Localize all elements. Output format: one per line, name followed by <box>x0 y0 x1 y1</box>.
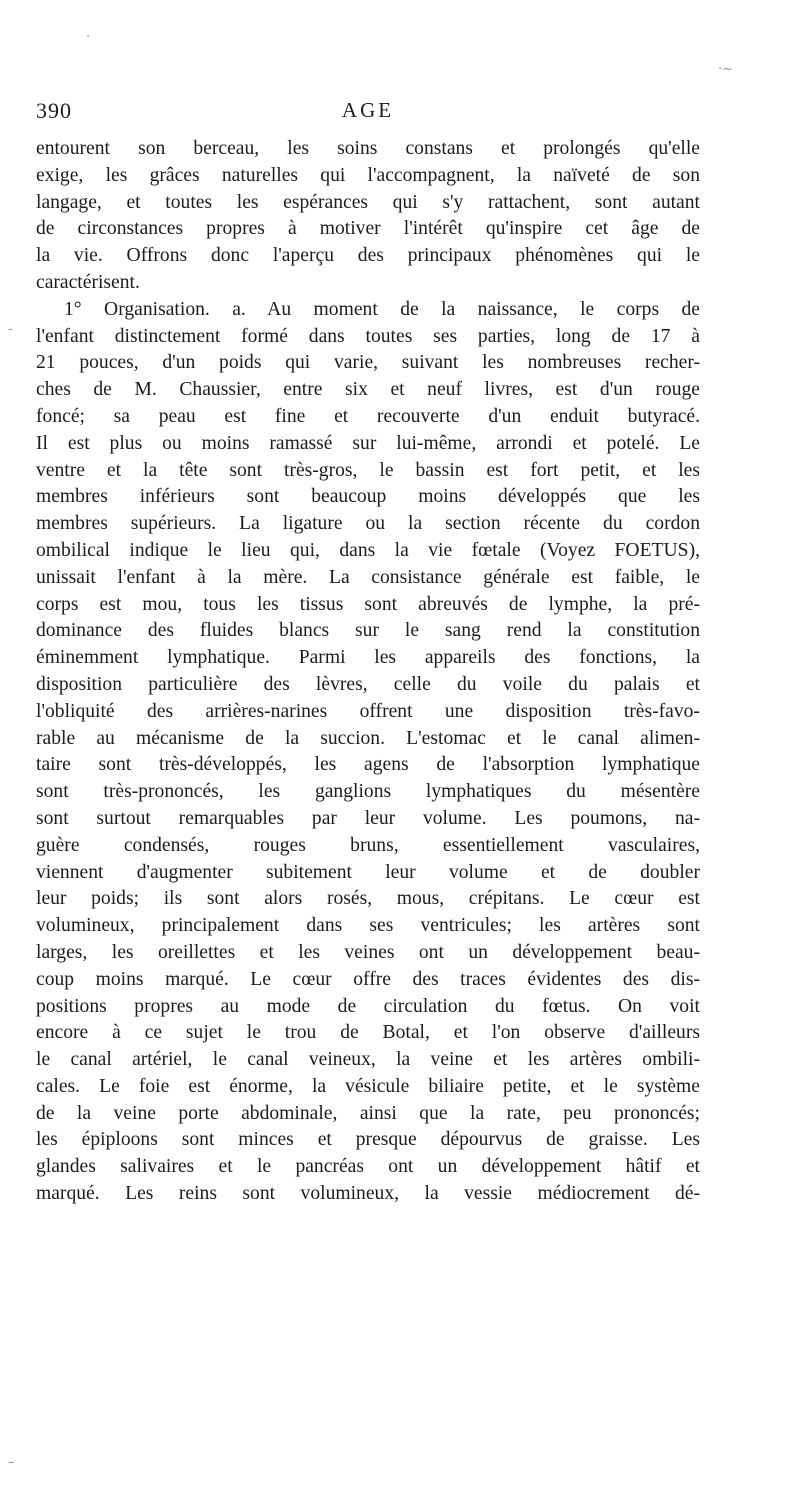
text-line: Il est plus ou moins ramassé sur lui-même, arrondi et potelé. Le <box>36 432 700 454</box>
text-line: cales. Le foie est énorme, la vésicule biliaire petite, et le système <box>36 1075 700 1097</box>
text-line: rable au mécanisme de la succion. L'estomac et le canal alimen- <box>36 727 700 749</box>
text-line: l'obliquité des arrières-narines offrent une disposition très-favo- <box>36 700 700 722</box>
text-line: 21 pouces, d'un poids qui varie, suivant les nombreuses recher- <box>36 352 700 374</box>
text-line: leur poids; ils sont alors rosés, mous, crépitans. Le cœur est <box>36 888 700 910</box>
speck-mark: ·~ <box>718 62 734 77</box>
text-line: membres supérieurs. La ligature ou la section récente du cordon <box>36 513 700 535</box>
text-line: la vie. Offrons donc l'aperçu des principaux phénomènes qui le <box>36 245 700 267</box>
text-line: dominance des fluides blancs sur le sang rend la constitution <box>36 620 700 642</box>
text-line: taire sont très-développés, les agens de l'absorption lymphatique <box>36 754 700 776</box>
text-line <box>36 1208 700 1235</box>
text-line: ombilical indique le lieu qui, dans la vie fœtale (Voyez FOETUS), <box>36 539 700 561</box>
text-line: viennent d'augmenter subitement leur volume et de doubler <box>36 861 700 883</box>
body-text <box>36 136 700 1235</box>
text-line: larges, les oreillettes et les veines ont un développement beau- <box>36 941 700 963</box>
text-line: sont surtout remarquables par leur volume. Les poumons, na- <box>36 807 700 829</box>
text-line: disposition particulière des lèvres, celle du voile du palais et <box>36 673 700 695</box>
text-line: unissait l'enfant à la mère. La consistance générale est faible, le <box>36 566 700 588</box>
text-line: langage, et toutes les espérances qui s'y rattachent, sont autant <box>36 191 700 213</box>
speck-mark: - <box>8 322 13 337</box>
text-line: les épiploons sont minces et presque dépourvus de graisse. Les <box>36 1129 700 1151</box>
text-line: corps est mou, tous les tissus sont abreuvés de lymphe, la pré- <box>36 593 700 615</box>
running-head: AGE <box>341 98 395 122</box>
text-line: coup moins marqué. Le cœur offre des traces évidentes des dis- <box>36 968 700 990</box>
text-line: foncé; sa peau est fine et recouverte d'un enduit butyracé. <box>36 405 700 427</box>
text-line: encore à ce sujet le trou de Botal, et l'on observe d'ailleurs <box>36 1022 700 1044</box>
speck-mark: – <box>8 1455 15 1470</box>
text-line: entourent son berceau, les soins constans et prolongés qu'elle <box>36 138 700 159</box>
page-header <box>36 98 700 132</box>
text-line: positions propres au mode de circulation du fœtus. On voit <box>36 995 700 1017</box>
text-line: volumineux, principalement dans ses ventricules; les artères sont <box>36 915 700 937</box>
text-line: exige, les grâces naturelles qui l'accompagnent, la naïveté de son <box>36 164 700 186</box>
page-number: 390 <box>36 98 72 123</box>
text-line: sont très-prononcés, les ganglions lymphatiques du mésentère <box>36 781 700 803</box>
text-line: glandes salivaires et le pancréas ont un développement hâtif et <box>36 1156 700 1178</box>
text-line: éminemment lymphatique. Parmi les appareils des fonctions, la <box>36 647 700 669</box>
text-line: ches de M. Chaussier, entre six et neuf livres, est d'un rouge <box>36 379 700 401</box>
text-line: guère condensés, rouges bruns, essentiellement vasculaires, <box>36 834 700 856</box>
text-line: membres inférieurs sont beaucoup moins développés que les <box>36 486 700 508</box>
text-line: caractérisent. <box>36 271 140 293</box>
text-line: le canal artériel, le canal veineux, la veine et les artères ombili- <box>36 1049 700 1071</box>
text-line: ventre et la tête sont très-gros, le bassin est fort petit, et les <box>36 459 700 481</box>
text-line: de circonstances propres à motiver l'intérêt qu'inspire cet âge de <box>36 218 700 240</box>
text-line: l'enfant distinctement formé dans toutes ses parties, long de 17 à <box>36 325 700 347</box>
speck-mark: · <box>86 30 91 45</box>
text-line: 1° Organisation. a. Au moment de la naissance, le corps de <box>64 298 700 320</box>
text-line: marqué. Les reins sont volumineux, la vessie médiocrement dé- <box>36 1183 700 1205</box>
text-line: de la veine porte abdominale, ainsi que la rate, peu prononcés; <box>36 1102 700 1124</box>
